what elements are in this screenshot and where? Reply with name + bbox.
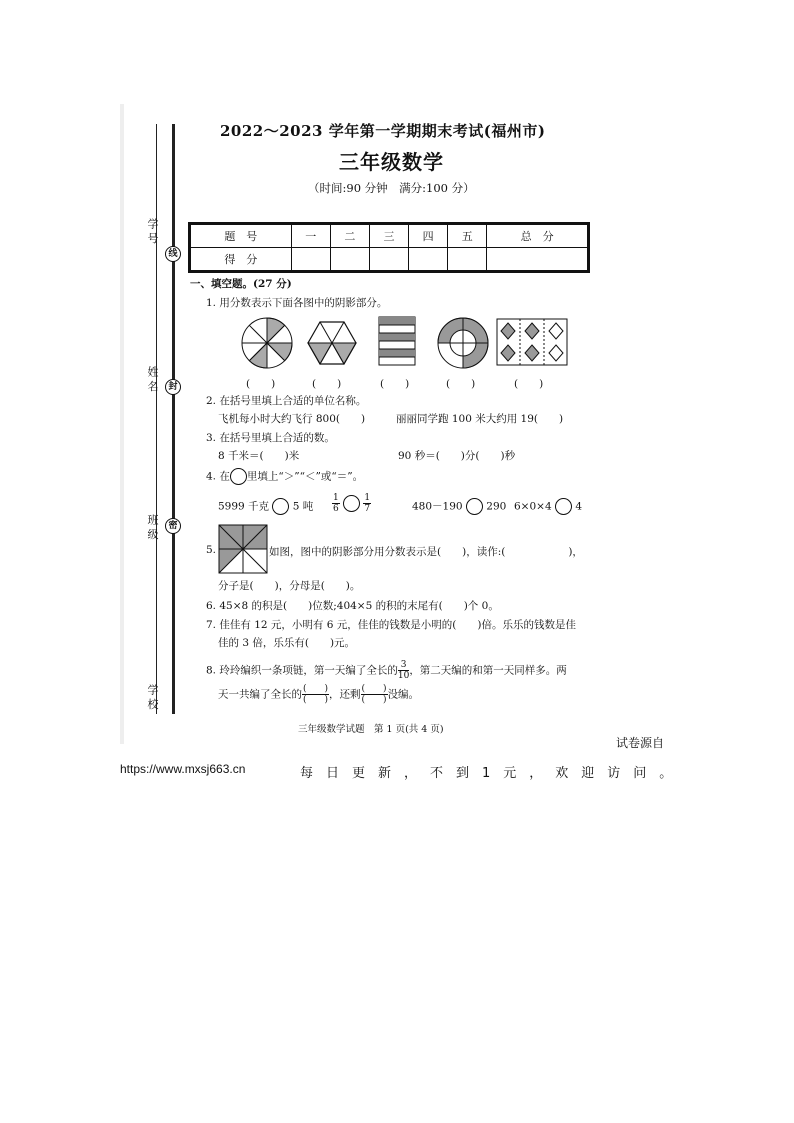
fraction-blank[interactable]	[302, 684, 329, 705]
square-eighths-figure	[218, 524, 268, 574]
question-2: 2. 在括号里填上合适的单位名称。	[206, 395, 367, 407]
denominator: 6	[333, 504, 339, 514]
score-cell: 题 号	[191, 225, 292, 248]
hexagon-figure	[306, 316, 358, 370]
question-4a	[218, 498, 313, 515]
denominator: 10	[397, 671, 410, 681]
score-cell: 三	[369, 225, 408, 248]
compare-circle-icon	[230, 468, 247, 485]
q8-text-b: ，第二天编的和第一天同样多。两	[409, 664, 567, 677]
question-5: 如图，图中的阴影部分用分数表示是( )，读作:( )，	[269, 546, 583, 558]
question-2a: 飞机每小时大约飞行 800( )	[218, 413, 366, 425]
question-4-prefix: 4. 在	[206, 470, 230, 483]
score-cell: 一	[291, 225, 330, 248]
score-cell: 二	[330, 225, 369, 248]
score-input-cell[interactable]	[291, 248, 330, 271]
left-shadow	[120, 104, 124, 744]
sidebar-label-student-id: 学 号	[146, 218, 159, 244]
score-cell: 四	[409, 225, 448, 248]
q4c-right: 290	[486, 500, 507, 513]
question-4d	[514, 498, 582, 515]
question-7b: 佳的 3 倍，乐乐有( )元。	[218, 637, 356, 649]
q4c-left: 480－190	[412, 500, 463, 513]
fraction-right	[363, 493, 371, 514]
compare-circle-input[interactable]	[466, 498, 483, 515]
compare-circle-input[interactable]	[555, 498, 572, 515]
source-note: 试卷源自	[616, 736, 665, 750]
question-6: 6. 45×8 的积是( )位数;404×5 的积的末尾有( )个 0。	[206, 600, 499, 612]
question-3b: 90 秒＝( )分( )秒	[398, 450, 516, 462]
exam-title: 2022～2023 学年第一学期期末考试(福州市)	[220, 122, 546, 140]
score-input-cell[interactable]	[487, 248, 588, 271]
question-3: 3. 在括号里填上合适的数。	[206, 432, 335, 444]
question-8b	[218, 684, 419, 705]
website-link[interactable]: https://www.mxsj663.cn	[120, 762, 246, 776]
ad-text: 每日更新，不到1元，欢迎访问。	[300, 766, 686, 781]
diamonds-figure	[496, 318, 568, 366]
question-4b	[332, 493, 371, 514]
sidebar-label-name: 姓 名	[146, 366, 159, 392]
striped-rectangle-figure	[378, 316, 416, 366]
denominator-blank[interactable]: ( )	[303, 695, 329, 705]
q4d-right: 4	[575, 500, 583, 513]
question-4	[206, 468, 363, 485]
compare-circle-input[interactable]	[343, 495, 360, 512]
circle-eighths-figure	[240, 316, 294, 370]
score-table-score-row	[191, 248, 588, 271]
q8-text-e: 没编。	[387, 688, 420, 701]
question-1: 1. 用分数表示下面各图中的阴影部分。	[206, 297, 388, 309]
score-table	[190, 224, 588, 271]
score-input-cell[interactable]	[409, 248, 448, 271]
numerator: 3	[398, 660, 409, 671]
binding-line-thick	[172, 124, 175, 714]
answer-blank[interactable]: ( )	[446, 378, 476, 390]
question-3a: 8 千米＝( )米	[218, 450, 300, 462]
score-cell: 得 分	[191, 248, 292, 271]
numerator-blank[interactable]: ( )	[361, 684, 387, 694]
question-4c	[412, 498, 506, 515]
numerator: 1	[364, 493, 371, 503]
score-input-cell[interactable]	[448, 248, 487, 271]
question-5b: 分子是( )，分母是( )。	[218, 580, 361, 592]
seal-mark-secret: 密	[165, 518, 181, 534]
answer-blank[interactable]: ( )	[246, 378, 276, 390]
denominator: 7	[364, 504, 371, 514]
denominator-blank[interactable]: ( )	[361, 695, 387, 705]
seal-mark-line: 线	[165, 246, 181, 262]
fraction-blank[interactable]	[361, 684, 388, 705]
score-table-header-row	[191, 225, 588, 248]
q8-text-a: 8. 玲玲编织一条项链，第一天编了全长的	[206, 664, 398, 677]
fraction-left	[332, 493, 340, 514]
score-input-cell[interactable]	[330, 248, 369, 271]
q4a-right: 5 吨	[292, 500, 314, 513]
answer-blank[interactable]: ( )	[312, 378, 342, 390]
exam-meta: （时间:90 分钟 满分:100 分）	[308, 181, 475, 195]
seal-mark-seal: 封	[165, 379, 181, 395]
score-input-cell[interactable]	[369, 248, 408, 271]
numerator: 1	[333, 493, 339, 503]
numerator-blank[interactable]: ( )	[303, 684, 329, 694]
answer-blank[interactable]: ( )	[514, 378, 544, 390]
q8-text-c: 天一共编了全长的	[218, 688, 302, 701]
q8-text-d: ，还剩	[329, 688, 361, 701]
question-2b: 丽丽同学跑 100 米大约用 19( )	[396, 413, 564, 425]
question-8	[206, 660, 567, 681]
student-id-line	[156, 124, 157, 214]
question-5-number: 5.	[206, 544, 217, 556]
ring-figure	[436, 316, 490, 370]
q4d-left: 6×0×4	[514, 500, 552, 513]
page-footer: 三年级数学试题 第 1 页(共 4 页)	[298, 724, 444, 735]
section-heading: 一、填空题。(27 分)	[190, 278, 292, 290]
question-7: 7. 佳佳有 12 元，小明有 6 元，佳佳的钱数是小明的( )倍。乐乐的钱数是佳	[206, 619, 576, 631]
q4a-left: 5999 千克	[218, 500, 270, 513]
fraction-3-10	[398, 660, 409, 681]
exam-page	[120, 104, 680, 744]
sidebar-label-school: 学 校	[146, 684, 159, 710]
sidebar-label-class: 班 级	[146, 514, 159, 540]
score-cell: 总 分	[487, 225, 588, 248]
compare-circle-input[interactable]	[272, 498, 289, 515]
score-cell: 五	[448, 225, 487, 248]
exam-subject: 三年级数学	[339, 150, 444, 174]
answer-blank[interactable]: ( )	[380, 378, 410, 390]
question-4-suffix: 里填上“＞”“＜”或“＝”。	[246, 470, 364, 483]
